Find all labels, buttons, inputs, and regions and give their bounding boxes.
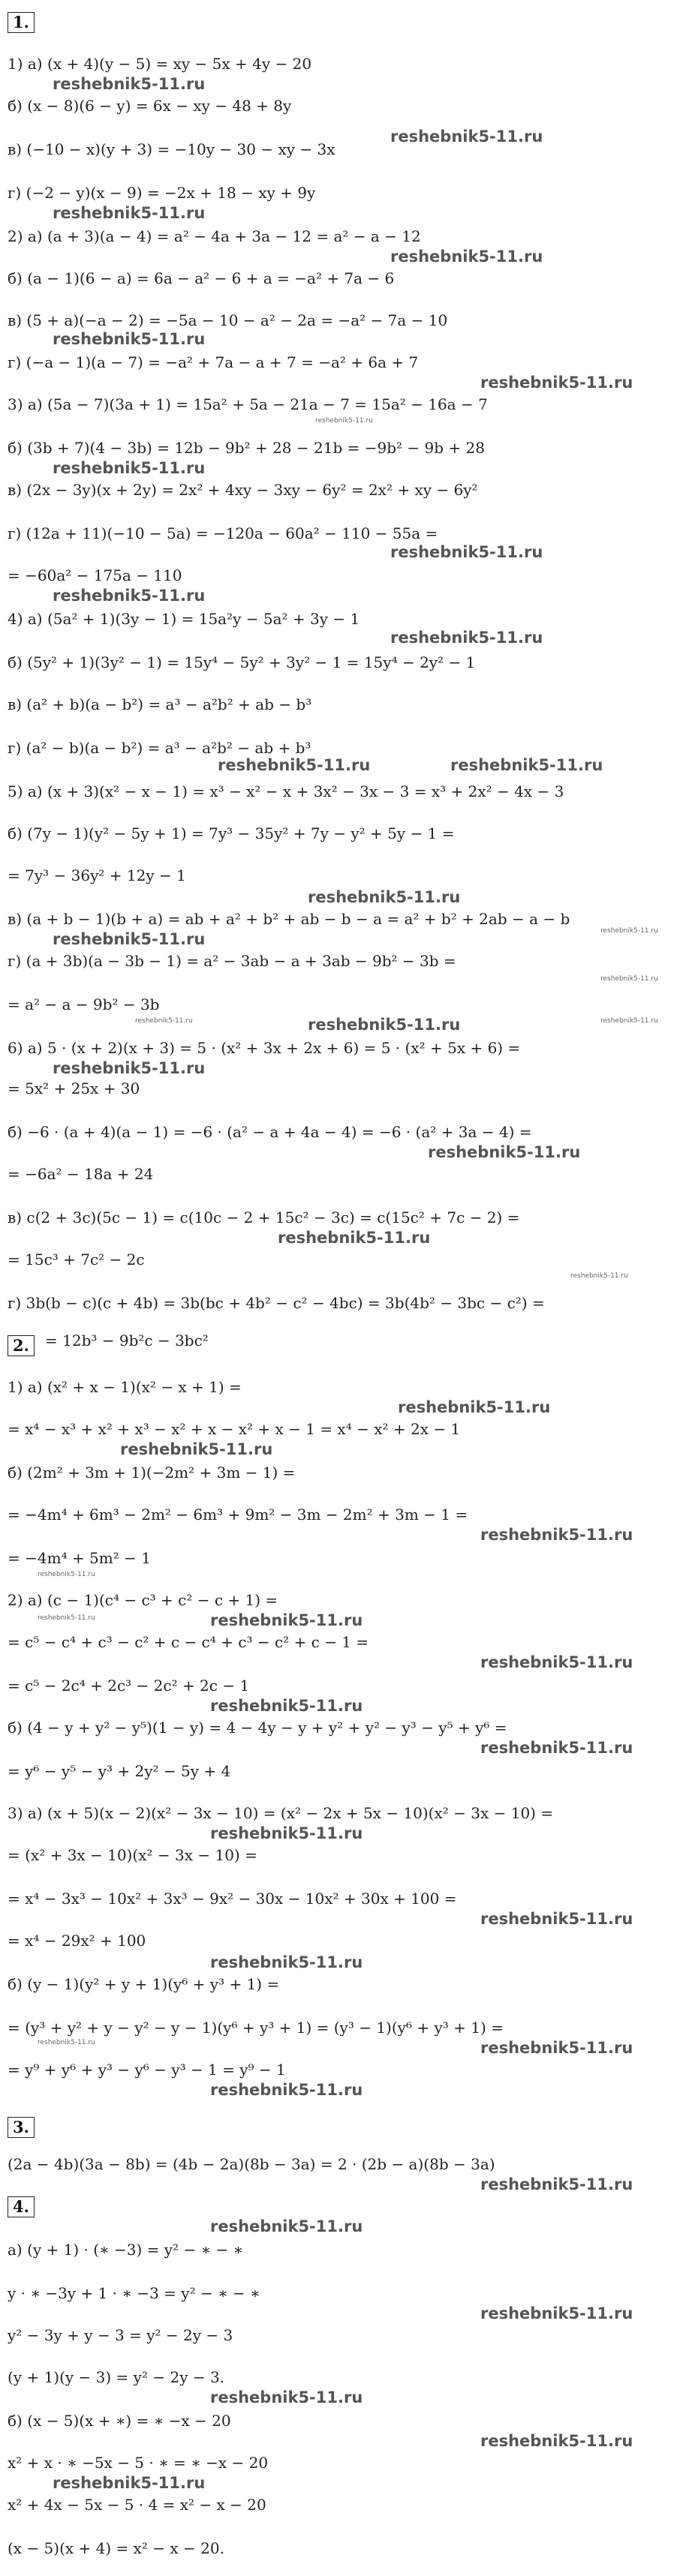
math-line: б) (2m² + 3m + 1)(−2m² + 3m − 1) = [8,1464,296,1482]
watermark-small: reshebnik5-11.ru [38,1571,95,1578]
math-line: = 7y³ − 36y² + 12y − 1 [8,866,186,884]
watermark: reshebnik5-11.ru [390,128,543,146]
watermark: reshebnik5-11.ru [210,1953,363,1971]
math-line: x² + x · ∗ −5x − 5 · ∗ = ∗ −x − 20 [8,2454,269,2472]
watermark-small: reshebnik5-11.ru [38,2039,95,2046]
section-header-4: 4. [8,2196,35,2217]
math-line: (2a − 4b)(3a − 8b) = (4b − 2a)(8b − 3a) = 2 · (2b − a)(8b − 3a) [8,2155,495,2173]
math-line: = −4m⁴ + 6m³ − 2m² − 6m³ + 9m² − 3m − 2m² + 3m − 1 = [8,1506,468,1524]
watermark: reshebnik5-11.ru [53,75,206,93]
watermark: reshebnik5-11.ru [390,248,543,266]
math-line: б) (5y² + 1)(3y² − 1) = 15y⁴ − 5y² + 3y² − 1 = 15y⁴ − 2y² − 1 [8,653,476,671]
math-line: г) (−a − 1)(a − 7) = −a² + 7a − a + 7 = −a² + 6a + 7 [8,353,419,371]
math-line: б) (7y − 1)(y² − 5y + 1) = 7y³ − 35y² + 7y − y² + 5y − 1 = [8,824,455,842]
watermark-small: reshebnik5-11.ru [38,1614,95,1622]
watermark: reshebnik5-11.ru [53,459,206,477]
watermark: reshebnik5-11.ru [480,1653,633,1671]
math-line: 2) а) (c − 1)(c⁴ − c³ + c² − c + 1) = [8,1591,278,1609]
watermark: reshebnik5-11.ru [210,2081,363,2099]
watermark-small: reshebnik5-11.ru [315,417,373,425]
watermark: reshebnik5-11.ru [53,587,206,605]
math-line: б) −6 · (a + 4)(a − 1) = −6 · (a² − a + 4a − 4) = −6 · (a² + 3a − 4) = [8,1123,532,1141]
watermark: reshebnik5-11.ru [210,2388,363,2406]
math-line: y · ∗ −3y + 1 · ∗ −3 = y² − ∗ − ∗ [8,2284,260,2302]
math-line: (x − 5)(x + 4) = x² − x − 20. [8,2539,224,2557]
math-line: б) (4 − y + y² − y⁵)(1 − y) = 4 − 4y − y + y² + y² − y³ − y⁵ + y⁶ = [8,1719,507,1737]
math-line: 1) а) (x² + x − 1)(x² − x + 1) = [8,1378,242,1396]
math-line: б) (y − 1)(y² + y + 1)(y⁶ + y³ + 1) = [8,1975,280,1993]
math-line: 6) а) 5 · (x + 2)(x + 3) = 5 · (x² + 3x + 2x + 6) = 5 · (x² + 5x + 6) = [8,1039,521,1057]
watermark-small: reshebnik5-11.ru [600,927,658,935]
math-line: = 15c³ + 7c² − 2c [8,1250,145,1268]
math-line: y² − 3y + y − 3 = y² − 2y − 3 [8,2326,233,2344]
watermark: reshebnik5-11.ru [210,1697,363,1715]
math-line: г) (a² − b)(a − b²) = a³ − a²b² − ab + b³ [8,739,311,757]
math-line: в) (5 + a)(−a − 2) = −5a − 10 − a² − 2a = −a² − 7a − 10 [8,311,448,329]
math-line: = a² − a − 9b² − 3b [8,995,160,1013]
watermark: reshebnik5-11.ru [53,930,206,948]
watermark: reshebnik5-11.ru [480,2175,633,2193]
math-line: 5) а) (x + 3)(x² − x − 1) = x³ − x² − x + 3x² − 3x − 3 = x³ + 2x² − 4x − 3 [8,782,564,800]
math-line: = c⁵ − c⁴ + c³ − c² + c − c⁴ + c³ − c² + c − 1 = [8,1633,369,1651]
watermark: reshebnik5-11.ru [480,2304,633,2322]
math-line: в) (a + b − 1)(b + a) = ab + a² + b² + ab − b − a = a² + b² + 2ab − a − b [8,910,570,928]
watermark-small: reshebnik5-11.ru [600,975,658,983]
math-line: в) c(2 + 3c)(5c − 1) = c(10c − 2 + 15c² − 3c) = c(15c² + 7c − 2) = [8,1208,520,1226]
watermark: reshebnik5-11.ru [390,543,543,561]
watermark: reshebnik5-11.ru [480,2432,633,2450]
math-line: = 5x² + 25x + 30 [8,1079,140,1097]
math-line: в) (a² + b)(a − b²) = a³ − a²b² + ab − b³ [8,695,312,713]
math-line: x² + 4x − 5x − 5 · 4 = x² − x − 20 [8,2496,266,2514]
watermark: reshebnik5-11.ru [398,1398,551,1416]
watermark-small: reshebnik5-11.ru [570,1272,628,1280]
watermark: reshebnik5-11.ru [480,2039,633,2057]
watermark: reshebnik5-11.ru [53,330,206,348]
math-line: = (y³ + y² + y − y² − y − 1)(y⁶ + y³ + 1) = (y³ − 1)(y⁶ + y³ + 1) = [8,2019,504,2037]
math-line: г) (−2 − y)(x − 9) = −2x + 18 − xy + 9y [8,184,316,202]
math-line: 3) а) (5a − 7)(3a + 1) = 15a² + 5a − 21a − 7 = 15a² − 16a − 7 [8,395,488,413]
watermark: reshebnik5-11.ru [480,1526,633,1544]
math-line: б) (x − 8)(6 − y) = 6x − xy − 48 + 8y [8,97,292,115]
watermark-small: reshebnik5-11.ru [135,1017,193,1025]
math-line: = c⁵ − 2c⁴ + 2c³ − 2c² + 2c − 1 [8,1677,250,1695]
math-line: б) (a − 1)(6 − a) = 6a − a² − 6 + a = −a² + 7a − 6 [8,269,395,287]
math-line: = (x² + 3x − 10)(x² − 3x − 10) = [8,1846,257,1864]
watermark: reshebnik5-11.ru [120,1440,273,1458]
section-header-1: 1. [8,12,35,33]
watermark: reshebnik5-11.ru [428,1143,581,1161]
watermark: reshebnik5-11.ru [53,1059,206,1077]
watermark: reshebnik5-11.ru [390,629,543,647]
math-line: 1) а) (x + 4)(y − 5) = xy − 5x + 4y − 20 [8,55,312,73]
watermark: reshebnik5-11.ru [218,756,371,774]
watermark: reshebnik5-11.ru [210,1824,363,1842]
math-line: = −4m⁴ + 5m² − 1 [8,1549,151,1567]
math-line: = y⁹ + y⁶ + y³ − y⁶ − y³ − 1 = y⁹ − 1 [8,2061,286,2079]
math-line: в) (−10 − x)(y + 3) = −10y − 30 − xy − 3x [8,140,335,158]
math-line: (y + 1)(y − 3) = y² − 2y − 3. [8,2368,225,2386]
math-line: = x⁴ − 3x³ − 10x² + 3x³ − 9x² − 30x − 10x² + 30x + 100 = [8,1890,457,1908]
math-line: = y⁶ − y⁵ − y³ + 2y² − 5y + 4 [8,1762,231,1780]
watermark: reshebnik5-11.ru [53,2474,206,2492]
watermark: reshebnik5-11.ru [450,756,603,774]
watermark: reshebnik5-11.ru [308,888,461,906]
math-line: 4) а) (5a² + 1)(3y − 1) = 15a²y − 5a² + 3y − 1 [8,610,360,628]
section-header-3: 3. [8,2117,35,2138]
math-line: = −6a² − 18a + 24 [8,1165,154,1183]
math-line: в) (2x − 3y)(x + 2y) = 2x² + 4xy − 3xy − 6y² = 2x² + xy − 6y² [8,481,478,499]
math-line: = 12b³ − 9b²c − 3bc² [45,1332,209,1350]
watermark-small: reshebnik5-11.ru [600,1017,658,1025]
math-line: = −60a² − 175a − 110 [8,566,182,584]
watermark: reshebnik5-11.ru [480,374,633,392]
math-line: б) (3b + 7)(4 − 3b) = 12b − 9b² + 28 − 21b = −9b² − 9b + 28 [8,439,485,457]
watermark: reshebnik5-11.ru [278,1229,431,1247]
math-line: = x⁴ − 29x² + 100 [8,1932,146,1950]
math-line: г) (12a + 11)(−10 − 5a) = −120a − 60a² − 110 − 55a = [8,524,438,542]
watermark: reshebnik5-11.ru [210,2217,363,2235]
section-header-2: 2. [8,1335,35,1356]
math-line: 3) а) (x + 5)(x − 2)(x² − 3x − 10) = (x² − 2x + 5x − 10)(x² − 3x − 10) = [8,1804,554,1822]
watermark: reshebnik5-11.ru [53,204,206,222]
watermark: reshebnik5-11.ru [480,1910,633,1928]
math-line: г) 3b(b − c)(c + 4b) = 3b(bc + 4b² − c² − 4bc) = 3b(4b² − 3bc − c²) = [8,1294,545,1312]
math-line: а) (y + 1) · (∗ −3) = y² − ∗ − ∗ [8,2241,244,2259]
watermark: reshebnik5-11.ru [480,1739,633,1757]
math-line: = x⁴ − x³ + x² + x³ − x² + x − x² + x − 1 = x⁴ − x² + 2x − 1 [8,1420,461,1438]
math-line: б) (x − 5)(x + ∗) = ∗ −x − 20 [8,2412,231,2430]
watermark: reshebnik5-11.ru [210,1611,363,1629]
math-line: г) (a + 3b)(a − 3b − 1) = a² − 3ab − a + 3ab − 9b² − 3b = [8,952,456,970]
watermark: reshebnik5-11.ru [308,1016,461,1034]
math-line: 2) а) (a + 3)(a − 4) = a² − 4a + 3a − 12 = a² − a − 12 [8,227,421,245]
